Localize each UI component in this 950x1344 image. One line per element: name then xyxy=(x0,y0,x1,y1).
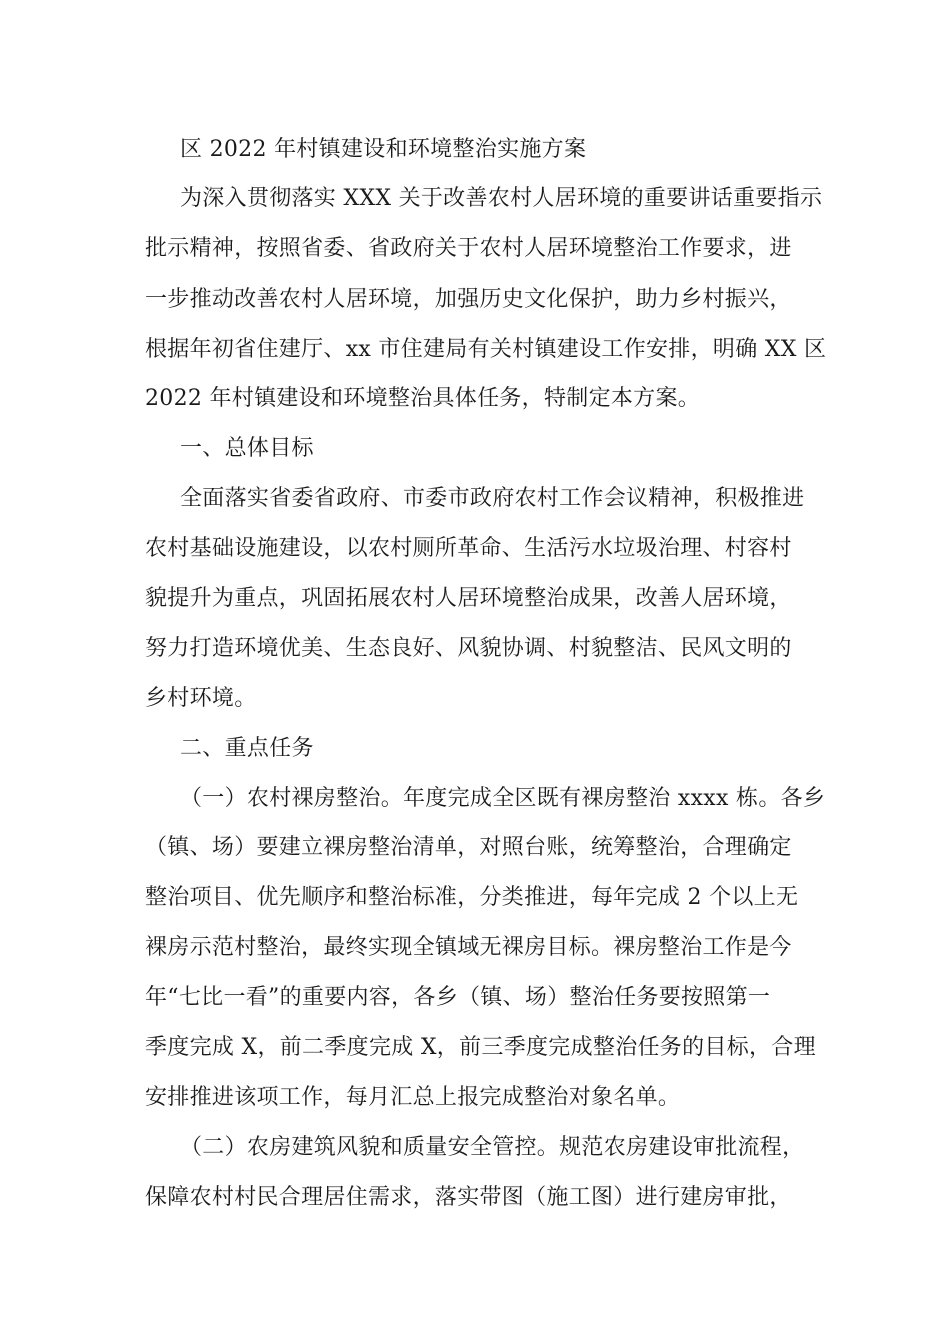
document-title: 区 2022 年村镇建设和环境整治实施方案 xyxy=(180,137,587,162)
paragraph-line: 年“七比一看”的重要内容，各乡（镇、场）整治任务要按照第一 xyxy=(145,985,771,1010)
paragraph-line: 努力打造环境优美、生态良好、风貌协调、村貌整洁、民风文明的 xyxy=(145,636,792,661)
paragraph-line: （一）农村裸房整治。年度完成全区既有裸房整治 xxxx 栋。各乡 xyxy=(180,786,826,811)
paragraph-line: 为深入贯彻落实 XXX 关于改善农村人居环境的重要讲话重要指示 xyxy=(180,186,823,211)
paragraph-line: 安排推进该项工作，每月汇总上报完成整治对象名单。 xyxy=(145,1085,681,1110)
section-heading: 一、总体目标 xyxy=(180,436,314,461)
paragraph-line: 裸房示范村整治，最终实现全镇域无裸房目标。裸房整治工作是今 xyxy=(145,935,792,960)
paragraph-line: 乡村环境。 xyxy=(145,686,257,711)
paragraph-line: 根据年初省住建厅、xx 市住建局有关村镇建设工作安排，明确 XX 区 xyxy=(145,337,827,362)
paragraph-line: （镇、场）要建立裸房整治清单，对照台账，统筹整治，合理确定 xyxy=(145,835,792,860)
paragraph-line: （二）农房建筑风貌和质量安全管控。规范农房建设审批流程， xyxy=(180,1135,805,1160)
paragraph-line: 2022 年村镇建设和环境整治具体任务，特制定本方案。 xyxy=(145,386,701,411)
paragraph-line: 貌提升为重点，巩固拓展农村人居环境整治成果，改善人居环境， xyxy=(145,586,792,611)
paragraph-line: 全面落实省委省政府、市委市政府农村工作会议精神，积极推进 xyxy=(180,486,805,511)
paragraph-line: 农村基础设施建设，以农村厕所革命、生活污水垃圾治理、村容村 xyxy=(145,536,792,561)
paragraph-line: 一步推动改善农村人居环境，加强历史文化保护，助力乡村振兴， xyxy=(145,287,792,312)
paragraph-line: 季度完成 X，前二季度完成 X，前三季度完成整治任务的目标，合理 xyxy=(145,1035,816,1060)
section-heading: 二、重点任务 xyxy=(180,736,314,761)
paragraph-line: 整治项目、优先顺序和整治标准，分类推进，每年完成 2 个以上无 xyxy=(145,885,799,910)
paragraph-line: 批示精神，按照省委、省政府关于农村人居环境整治工作要求，进 xyxy=(145,236,792,261)
paragraph-line: 保障农村村民合理居住需求，落实带图（施工图）进行建房审批， xyxy=(145,1185,792,1210)
